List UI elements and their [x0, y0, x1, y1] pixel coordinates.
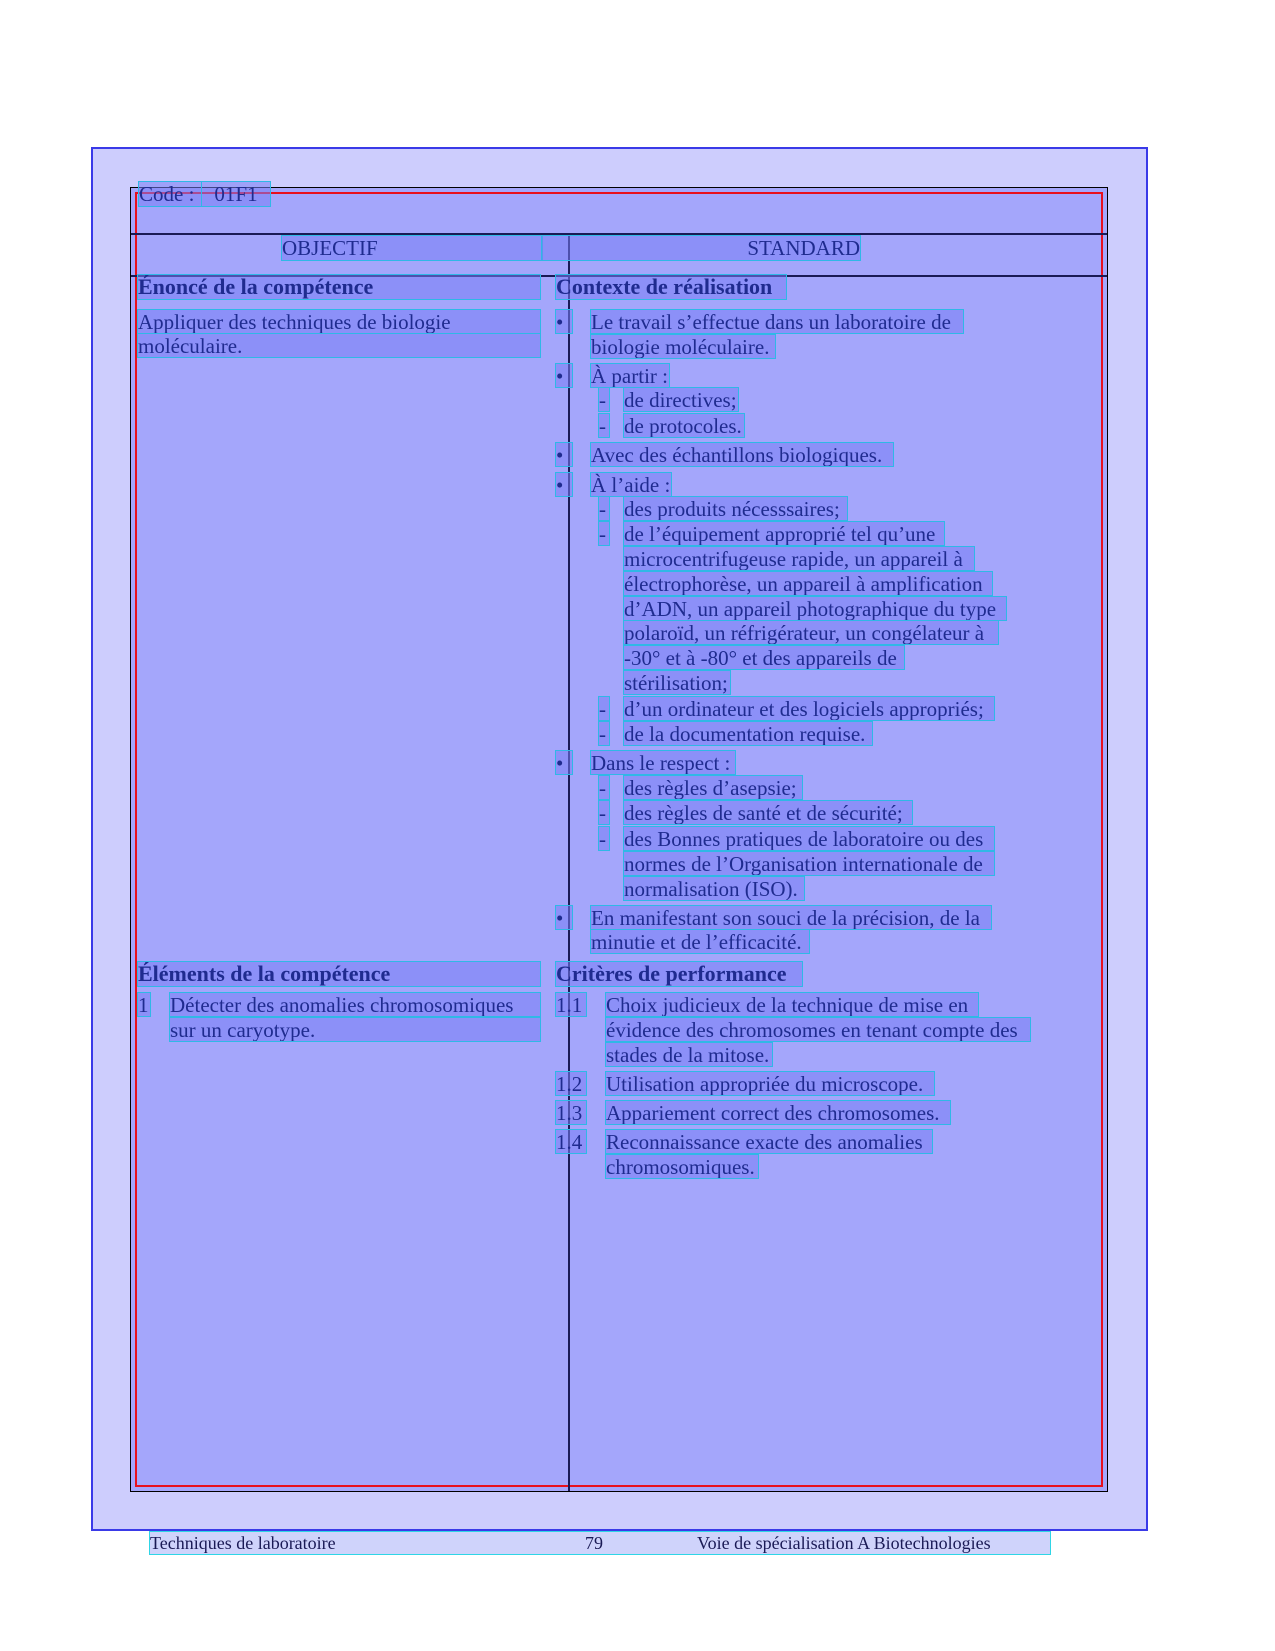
contexte-2: À partir : [591, 364, 668, 388]
criterion-1-line-1: Choix judicieux de la technique de mise en [606, 993, 978, 1016]
contexte-5a: des règles d’asepsie; [624, 776, 802, 799]
criterion-2: Utilisation appropriée du microscope. [606, 1072, 934, 1095]
footer-right: Voie de spécialisation A Biotechnologies [697, 1533, 991, 1553]
bullet: • [556, 443, 572, 466]
contexte-4b-line-1: de l’équipement approprié tel qu’une [624, 522, 944, 545]
contexte-1-line-1: Le travail s’effectue dans un laboratoire de [591, 310, 963, 333]
contexte-5c-line-2: normes de l’Organisation internationale de [624, 852, 994, 875]
contexte-4a: des produits nécesssaires; [624, 497, 847, 520]
criterion-1-line-2: évidence des chromosomes en tenant compte des [606, 1018, 1030, 1041]
header-divider [131, 233, 1107, 235]
bullet: • [556, 473, 572, 496]
code-value: 01F1 [202, 182, 270, 206]
contexte-4b-line-2: microcentrifugeuse rapide, un appareil à [624, 547, 974, 570]
criterion-number: 1.4 [556, 1130, 586, 1153]
code-label: Code : [139, 182, 201, 206]
contexte-4d: de la documentation requise. [624, 722, 872, 745]
dash: - [599, 388, 609, 411]
contexte-5c-line-3: normalisation (ISO). [624, 877, 804, 900]
contexte-4b-line-4: d’ADN, un appareil photographique du type [624, 597, 1006, 620]
contexte-5b: des règles de santé et de sécurité; [624, 801, 912, 824]
contexte-4b-line-6: -30° et à -80° et des appareils de [624, 646, 904, 669]
element-number: 1 [138, 993, 149, 1017]
contexte-5: Dans le respect : [591, 751, 735, 774]
element-line-2: sur un caryotype. [170, 1018, 540, 1041]
contexte-6-line-1: En manifestant son souci de la précision, de la [591, 906, 991, 929]
dash: - [599, 414, 609, 437]
contexte-6-line-2: minutie et de l’efficacité. [591, 930, 809, 953]
contexte-4: À l’aide : [591, 473, 671, 497]
objectif-header: OBJECTIF [282, 236, 542, 260]
enonce-title: Énoncé de la compétence [138, 275, 540, 299]
dash: - [599, 522, 609, 545]
contexte-5c-line-1: des Bonnes pratiques de laboratoire ou des [624, 827, 994, 850]
criterion-number: 1.2 [556, 1072, 586, 1095]
criterion-1-line-3: stades de la mitose. [606, 1043, 772, 1066]
bullet: • [556, 751, 572, 774]
contexte-4b-line-7: stérilisation; [624, 671, 730, 694]
dash: - [599, 776, 609, 799]
dash: - [599, 801, 609, 824]
elements-title: Éléments de la compétence [138, 962, 540, 986]
enonce-line-2: moléculaire. [138, 334, 540, 357]
criterion-number: 1.3 [556, 1101, 586, 1124]
contexte-2b: de protocoles. [624, 414, 744, 437]
dash: - [599, 722, 609, 745]
bullet: • [556, 364, 572, 387]
page-number: 79 [585, 1533, 603, 1553]
column-divider [568, 236, 570, 1491]
contexte-1-line-2: biologie moléculaire. [591, 335, 775, 358]
element-line-1: Détecter des anomalies chromosomiques [170, 993, 540, 1016]
contexte-4b-line-3: électrophorèse, un appareil à amplification [624, 572, 992, 595]
contexte-2a: de directives; [624, 388, 737, 412]
criteres-title: Critères de performance [556, 962, 802, 986]
enonce-line-1: Appliquer des techniques de biologie [138, 310, 540, 333]
bullet: • [556, 906, 572, 929]
standard-header: STANDARD [542, 236, 860, 260]
contexte-4c: d’un ordinateur et des logiciels appropriés; [624, 697, 994, 720]
dash: - [599, 827, 609, 850]
criterion-4-line-2: chromosomiques. [606, 1155, 758, 1178]
contexte-3: Avec des échantillons biologiques. [591, 443, 893, 466]
contexte-title: Contexte de réalisation [556, 275, 786, 299]
bullet: • [556, 310, 572, 333]
dash: - [599, 697, 609, 720]
criterion-number: 1.1 [556, 993, 586, 1016]
footer-left: Techniques de laboratoire [150, 1533, 336, 1553]
contexte-4b-line-5: polaroïd, un réfrigérateur, un congélateur à [624, 621, 998, 644]
dash: - [599, 497, 609, 520]
criterion-4-line-1: Reconnaissance exacte des anomalies [606, 1130, 932, 1153]
criterion-3: Appariement correct des chromosomes. [606, 1101, 950, 1124]
